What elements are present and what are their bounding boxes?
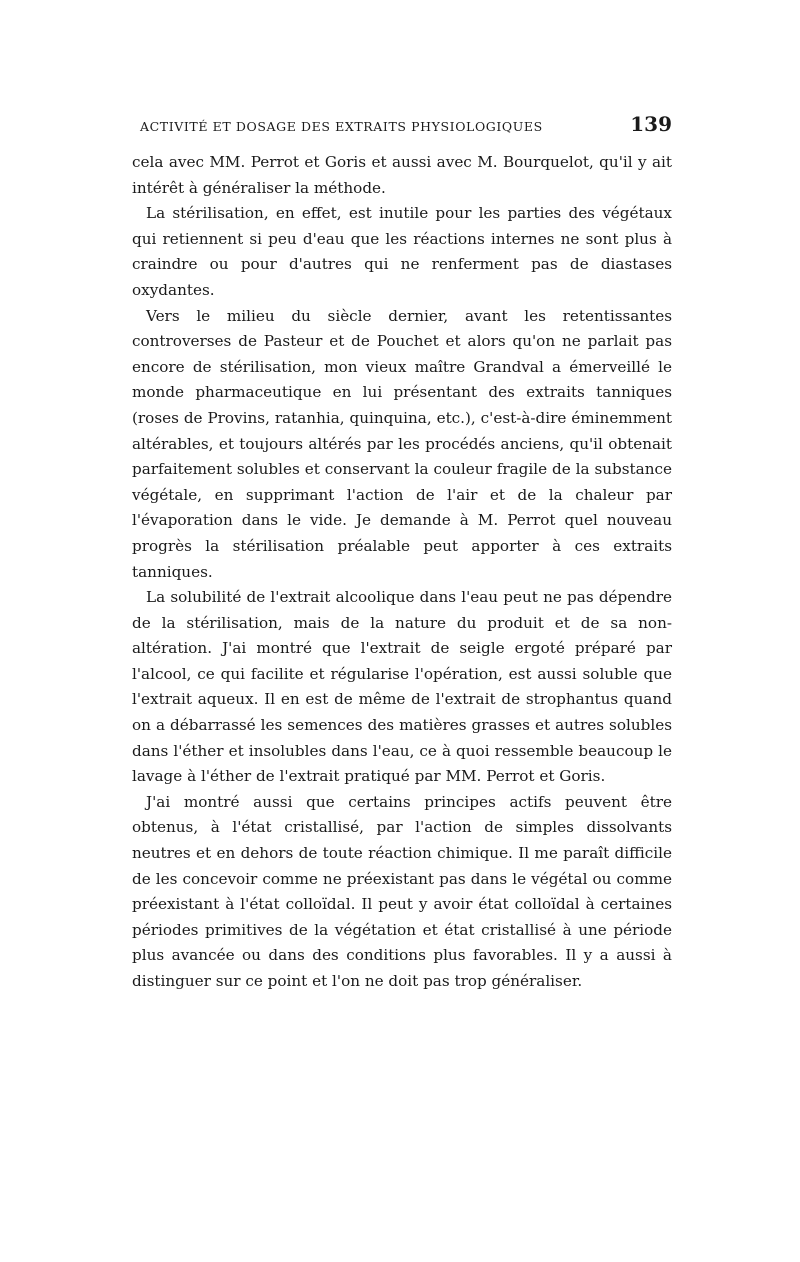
running-title: ACTIVITÉ ET DOSAGE DES EXTRAITS PHYSIOLOGIQUES [140,119,543,134]
body-text [132,150,672,995]
paragraph-solubilite: La solubilité de l'extrait alcoolique dans l'eau peut ne pas dépendre de la stérilisation, mais de la nature du produit et de sa non-altération. J'ai montré que l'extrait de seigle ergoté préparé par l'alcool, ce qui facilite et régularise l'opération, est aussi soluble que l'extrait aqueux. Il en est de même de l'extrait de strophantus quand on a débarrassé les semences des matières grasses et autres solubles dans l'éther et insolubles dans l'eau, ce à quoi ressemble beaucoup le lavage à l'éther de l'extrait pratiqué par MM. Perrot et Goris. [132,588,672,786]
paragraph-grandval: Vers le milieu du siècle dernier, avant les retentissantes controverses de Pasteur et de Pouchet et alors qu'on ne parlait pas encore de stérilisation, mon vieux maître Grandval a émerveillé le monde pharmaceutique en lui présentant des extraits tanniques (roses de Provins, ratanhia, quinquina, etc.), c'est-à-dire éminemment altérables, et toujours altérés par les procédés anciens, qu'il obtenait parfaitement solubles et conservant la couleur fragile de la substance végétale, en supprimant l'action de l'air et de la chaleur par l'évaporation dans le vide. Je demande à M. Perrot quel nouveau progrès la stérilisation préalable peut apporter à ces extraits tanniques. [132,306,672,581]
page-number: 139 [630,112,672,136]
paragraph-sterilisation: La stérilisation, en effet, est inutile pour les parties des végétaux qui retiennent si peu d'eau que les réactions internes ne sont plus à craindre ou pour d'autres qui ne renferment pas de diastases oxydantes. [132,204,672,299]
paragraph-continuation: cela avec MM. Perrot et Goris et aussi avec M. Bourquelot, qu'il y ait intérêt à généraliser la méthode. [132,153,672,197]
running-head [132,112,672,142]
book-page [132,112,672,995]
paragraph-principes-actifs: J'ai montré aussi que certains principes actifs peuvent être obtenus, à l'état cristallisé, par l'action de simples dissolvants neutres et en dehors de toute réaction chimique. Il me paraît difficile de les concevoir comme ne préexistant pas dans le végétal ou comme préexistant à l'état colloïdal. Il peut y avoir état colloïdal à certaines périodes primitives de la végétation et état cristallisé à une période plus avancée ou dans des conditions plus favorables. Il y a aussi à distinguer sur ce point et l'on ne doit pas trop généraliser. [132,792,672,990]
